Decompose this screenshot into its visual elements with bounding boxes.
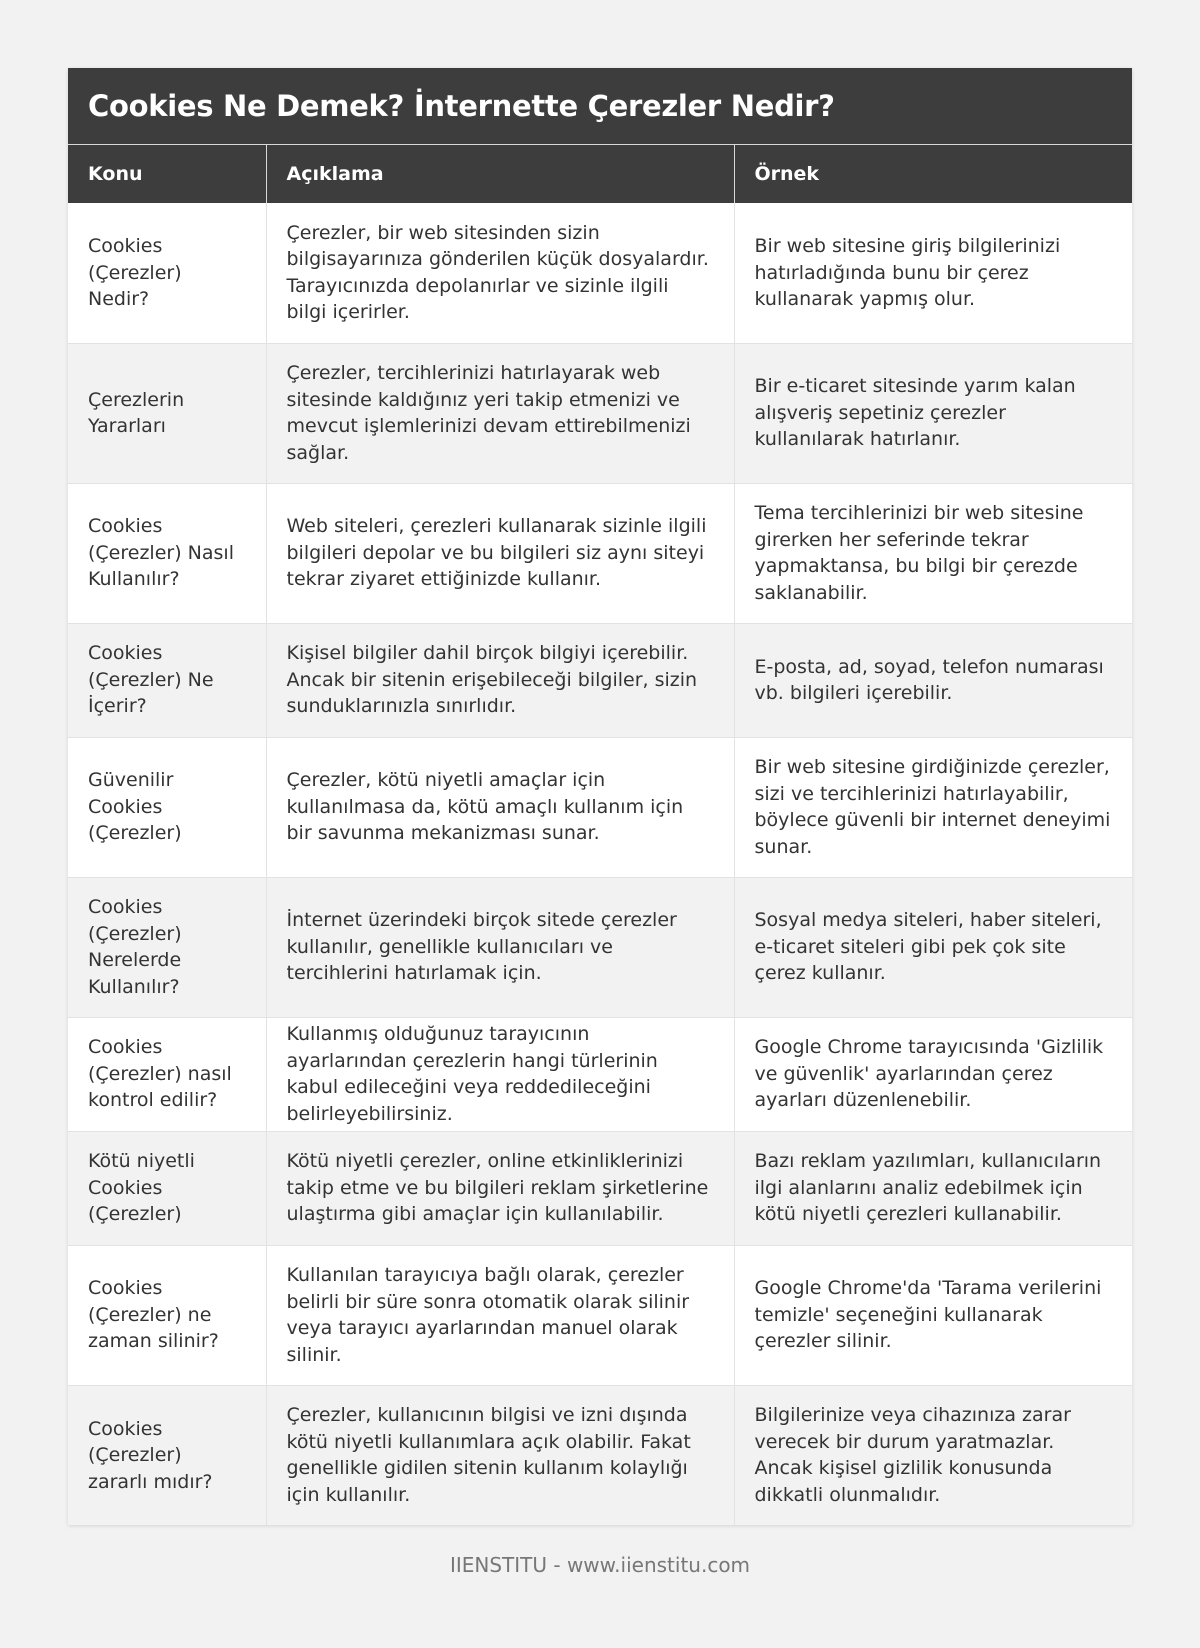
table-row [68,1245,1132,1385]
cell-konu: Cookies (Çerezler) Ne İçerir? [68,623,266,737]
cell-aciklama: Çerezler, kullanıcının bilgisi ve izni dışında kötü niyetli kullanımlara açık olabilir. Fakat genellikle gidilen sitenin kullanım kolaylığı için kullanılır. [266,1385,734,1525]
cell-konu: Cookies (Çerezler) zararlı mıdır? [68,1385,266,1525]
table-row [68,877,1132,1017]
cell-ornek: Bir web sitesine girdiğinizde çerezler, sizi ve tercihlerinizi hatırlayabilir, böylece güvenli bir internet deneyimi sunar. [734,737,1132,877]
cell-ornek: Google Chrome tarayıcısında 'Gizlilik ve güvenlik' ayarlarından çerez ayarları düzenlenebilir. [734,1017,1132,1131]
cell-konu: Cookies (Çerezler) nasıl kontrol edilir? [68,1017,266,1131]
title-bar [68,68,1132,144]
cell-konu: Güvenilir Cookies (Çerezler) [68,737,266,877]
cell-konu: Kötü niyetli Cookies (Çerezler) [68,1131,266,1245]
cell-ornek: Tema tercihlerinizi bir web sitesine girerken her seferinde tekrar yapmaktansa, bu bilgi bir çerezde saklanabilir. [734,483,1132,623]
column-header-aciklama: Açıklama [266,145,734,204]
column-header-ornek: Örnek [734,145,1132,204]
cell-aciklama: Web siteleri, çerezleri kullanarak sizinle ilgili bilgileri depolar ve bu bilgileri siz aynı siteyi tekrar ziyaret ettiğinizde kullanır. [266,483,734,623]
table-row [68,203,1132,343]
cell-ornek: Bir web sitesine giriş bilgilerinizi hatırladığında bunu bir çerez kullanarak yapmış olur. [734,203,1132,343]
table-row [68,1017,1132,1131]
cell-ornek: Google Chrome'da 'Tarama verilerini temizle' seçeneğini kullanarak çerezler silinir. [734,1245,1132,1385]
table-row [68,1385,1132,1525]
cell-aciklama: İnternet üzerindeki birçok sitede çerezler kullanılır, genellikle kullanıcıları ve tercihlerini hatırlamak için. [266,877,734,1017]
cell-aciklama: Çerezler, kötü niyetli amaçlar için kullanılmasa da, kötü amaçlı kullanım için bir savunma mekanizması sunar. [266,737,734,877]
table-header-row [68,145,1132,204]
cell-ornek: Sosyal medya siteleri, haber siteleri, e-ticaret siteleri gibi pek çok site çerez kullanır. [734,877,1132,1017]
cell-ornek: Bazı reklam yazılımları, kullanıcıların ilgi alanlarını analiz edebilmek için kötü niyetli çerezleri kullanabilir. [734,1131,1132,1245]
cell-aciklama: Kullanılan tarayıcıya bağlı olarak, çerezler belirli bir süre sonra otomatik olarak silinir veya tarayıcı ayarlarından manuel olarak silinir. [266,1245,734,1385]
cell-aciklama: Çerezler, bir web sitesinden sizin bilgisayarınıza gönderilen küçük dosyalardır. Tarayıcınızda depolanırlar ve sizinle ilgili bilgi içerirler. [266,203,734,343]
cell-ornek: E-posta, ad, soyad, telefon numarası vb. bilgileri içerebilir. [734,623,1132,737]
table-row [68,623,1132,737]
info-table [68,144,1132,1525]
cell-konu: Cookies (Çerezler) ne zaman silinir? [68,1245,266,1385]
cell-aciklama: Çerezler, tercihlerinizi hatırlayarak web sitesinde kaldığınız yeri takip etmenizi ve mevcut işlemlerinizi devam ettirebilmenizi sağlar. [266,343,734,483]
table-row [68,483,1132,623]
table-row [68,343,1132,483]
cell-ornek: Bilgilerinize veya cihazınıza zarar verecek bir durum yaratmazlar. Ancak kişisel gizlilik konusunda dikkatli olunmalıdır. [734,1385,1132,1525]
cell-konu: Cookies (Çerezler) Nedir? [68,203,266,343]
cell-konu: Cookies (Çerezler) Nerelerde Kullanılır? [68,877,266,1017]
cell-aciklama: Kullanmış olduğunuz tarayıcının ayarlarından çerezlerin hangi türlerinin kabul edileceğini veya reddedileceğini belirleyebilirsiniz. [266,1017,734,1131]
page-title: Cookies Ne Demek? İnternette Çerezler Nedir? [88,89,835,123]
cell-konu: Cookies (Çerezler) Nasıl Kullanılır? [68,483,266,623]
cell-konu: Çerezlerin Yararları [68,343,266,483]
cell-ornek: Bir e-ticaret sitesinde yarım kalan alışveriş sepetiniz çerezler kullanılarak hatırlanır. [734,343,1132,483]
table-row [68,1131,1132,1245]
table-row [68,737,1132,877]
column-header-konu: Konu [68,145,266,204]
content-card [68,68,1132,1525]
cell-aciklama: Kişisel bilgiler dahil birçok bilgiyi içerebilir. Ancak bir sitenin erişebileceği bilgiler, sizin sunduklarınızla sınırlıdır. [266,623,734,737]
footer-credit: IIENSTITU - www.iienstitu.com [449,1553,751,1577]
cell-aciklama: Kötü niyetli çerezler, online etkinliklerinizi takip etme ve bu bilgileri reklam şirketlerine ulaştırma gibi amaçlar için kullanılabilir. [266,1131,734,1245]
